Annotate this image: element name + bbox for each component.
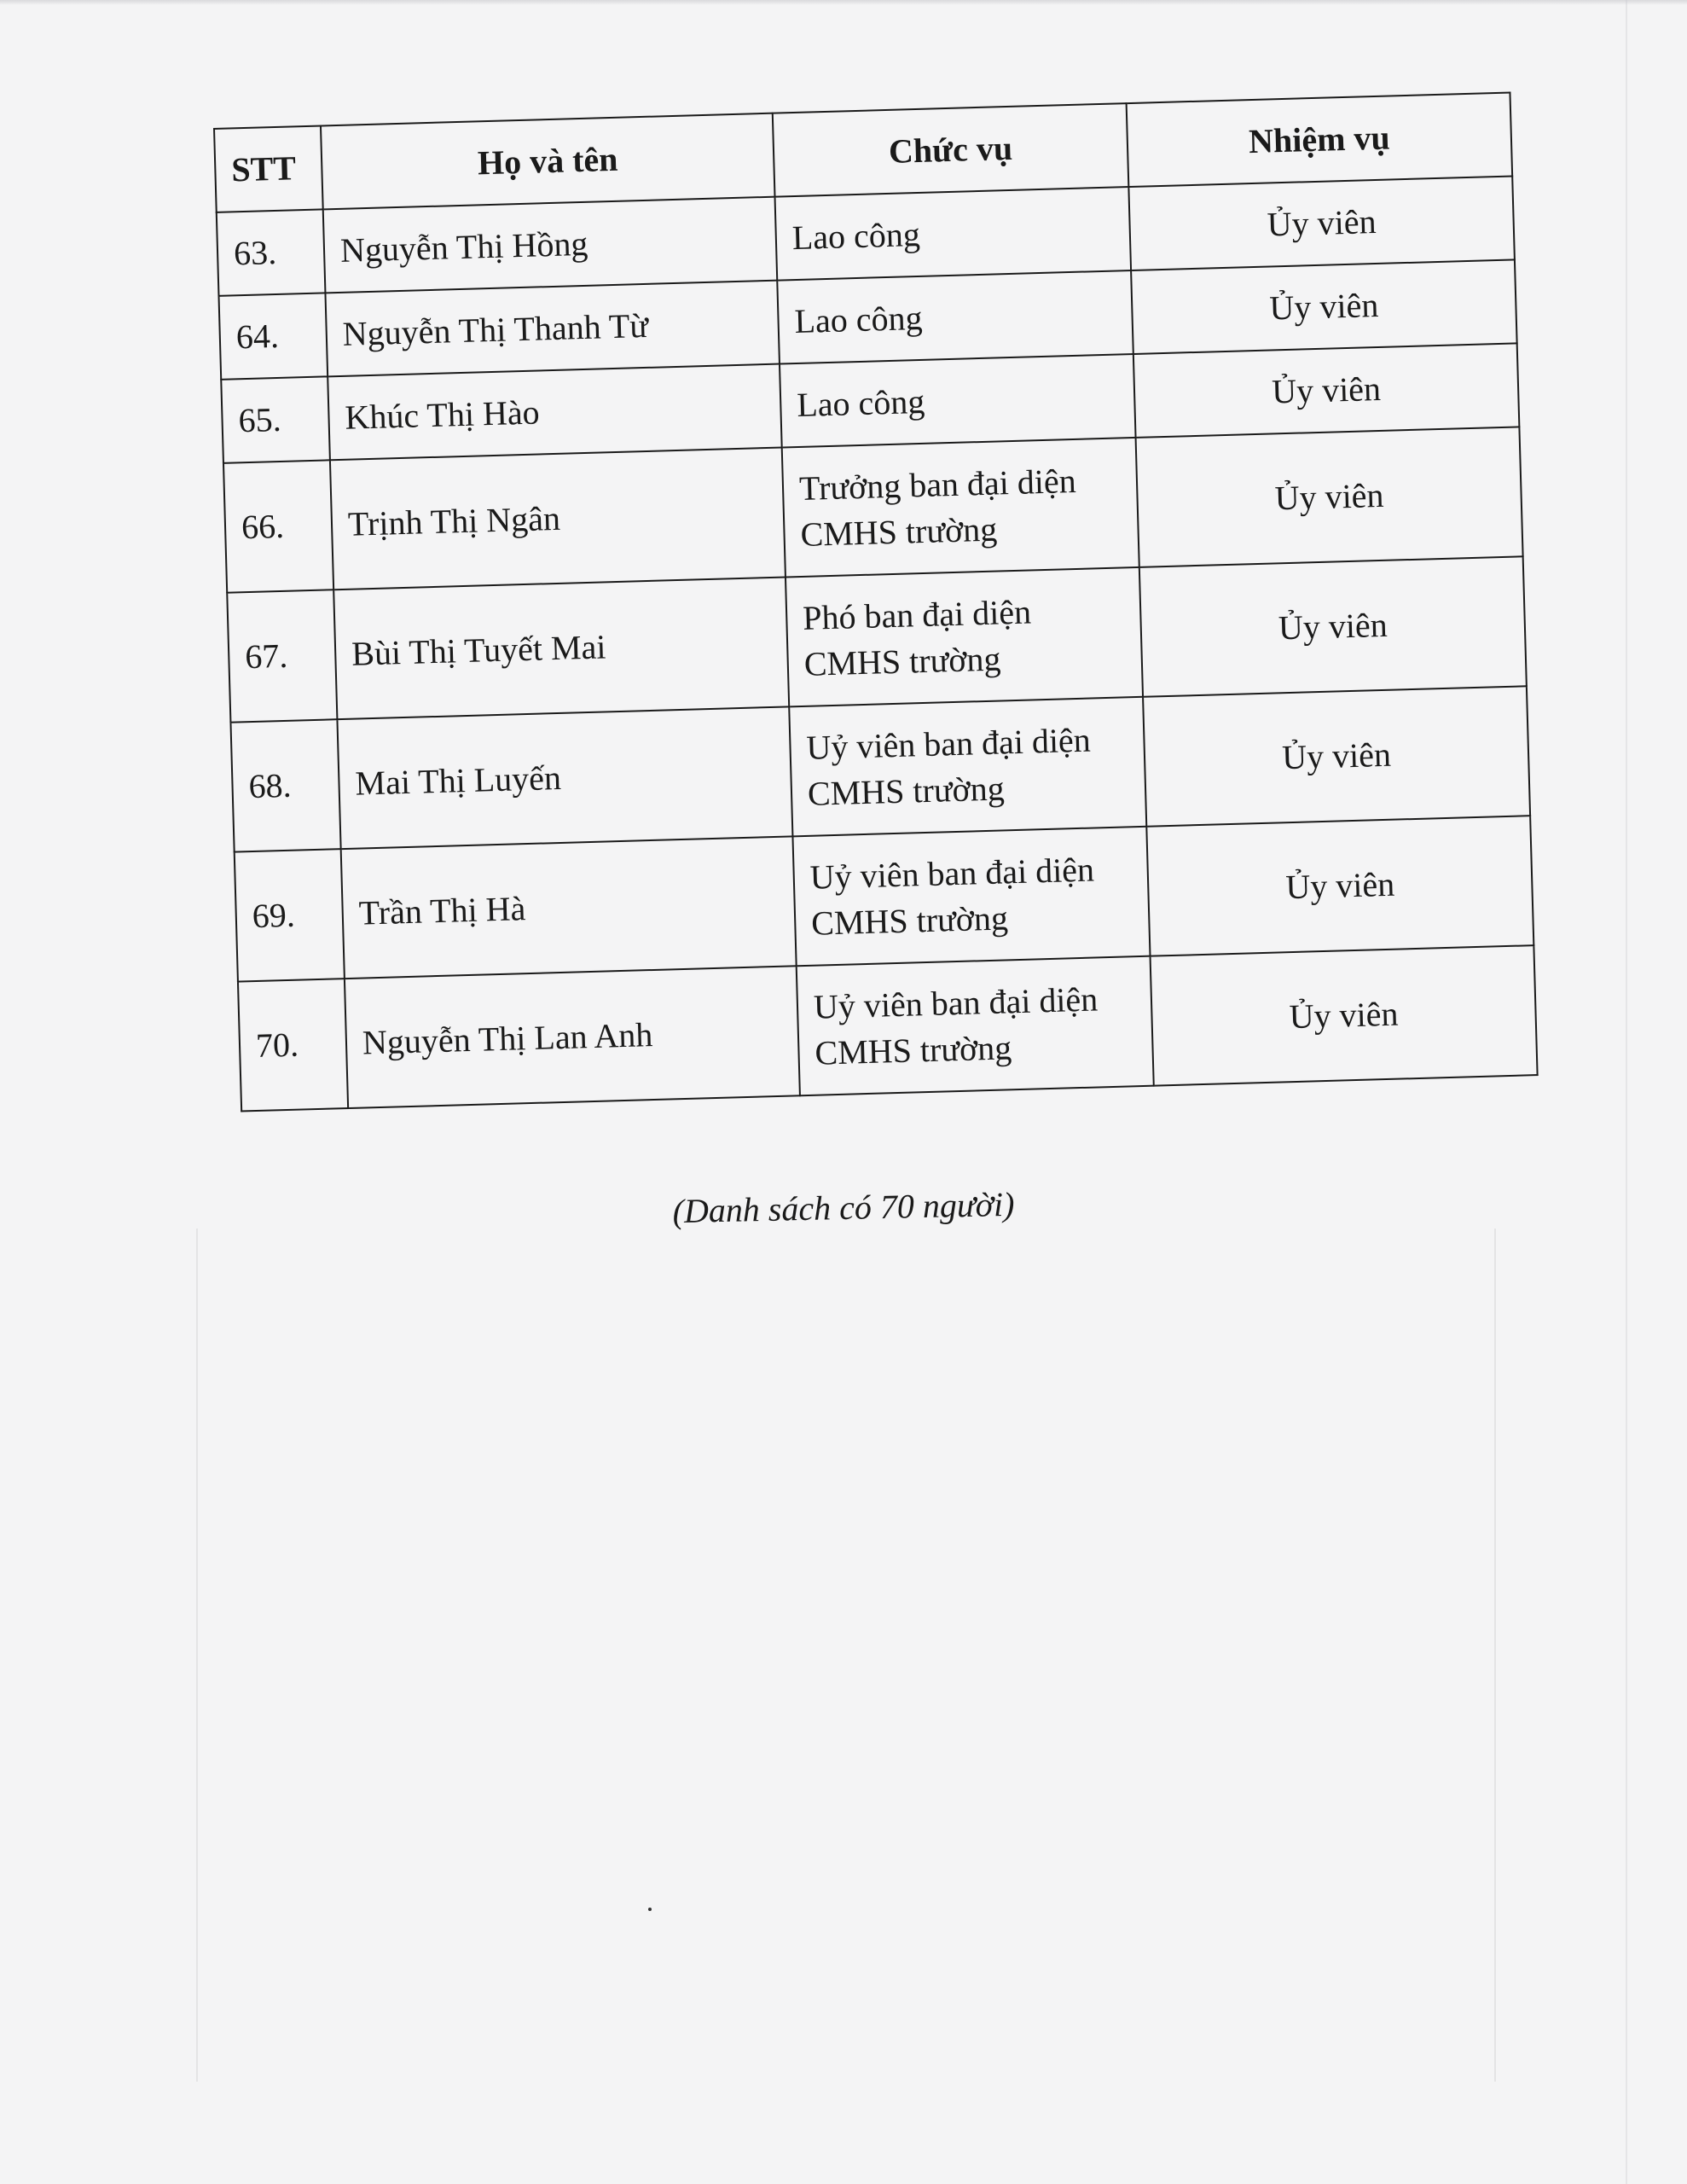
row-position: Lao công xyxy=(777,270,1133,364)
row-position: Lao công xyxy=(775,187,1132,281)
roster-table-container xyxy=(213,92,1537,1112)
row-stt: 68. xyxy=(230,719,340,851)
row-stt: 66. xyxy=(223,460,333,592)
row-duty: Ủy viên xyxy=(1136,427,1523,567)
header-name: Họ và tên xyxy=(321,113,775,210)
row-name: Bùi Thị Tuyết Mai xyxy=(333,577,789,719)
row-name: Nguyễn Thị Thanh Từ xyxy=(325,281,780,377)
row-position: Trưởng ban đại diện CMHS trường xyxy=(782,438,1139,578)
row-stt: 64. xyxy=(219,293,328,379)
row-duty: Ủy viên xyxy=(1128,176,1515,270)
row-name: Trần Thị Hà xyxy=(341,836,797,979)
scan-border xyxy=(1626,0,1627,2184)
header-stt: STT xyxy=(214,125,323,212)
row-position: Phó ban đại diện CMHS trường xyxy=(786,567,1143,707)
row-duty: Ủy viên xyxy=(1133,343,1520,438)
row-stt: 63. xyxy=(217,209,326,295)
row-duty: Ủy viên xyxy=(1146,816,1533,956)
row-duty: Ủy viên xyxy=(1131,259,1517,354)
row-position: Lao công xyxy=(780,354,1136,448)
row-duty: Ủy viên xyxy=(1151,945,1538,1086)
list-count-note: (Danh sách có 70 người) xyxy=(672,1184,1015,1231)
scan-edge xyxy=(0,0,1687,5)
scan-speck xyxy=(648,1908,652,1911)
row-stt: 67. xyxy=(227,590,337,722)
row-name: Khúc Thị Hào xyxy=(328,364,782,461)
header-position: Chức vụ xyxy=(773,103,1129,197)
header-duty: Nhiệm vụ xyxy=(1127,93,1513,188)
row-name: Nguyễn Thị Lan Anh xyxy=(345,966,800,1108)
row-stt: 70. xyxy=(238,979,348,1111)
row-duty: Ủy viên xyxy=(1143,686,1530,827)
roster-table xyxy=(213,92,1539,1112)
row-name: Trịnh Thị Ngân xyxy=(330,448,786,590)
row-stt: 65. xyxy=(221,376,330,462)
row-duty: Ủy viên xyxy=(1139,556,1527,697)
row-position: Uỷ viên ban đại diện CMHS trường xyxy=(789,697,1146,837)
row-name: Nguyễn Thị Hồng xyxy=(323,197,778,293)
row-position: Uỷ viên ban đại diện CMHS trường xyxy=(797,956,1154,1096)
show-through-ghost xyxy=(196,1228,1496,2082)
row-position: Uỷ viên ban đại diện CMHS trường xyxy=(792,827,1150,967)
row-stt: 69. xyxy=(235,849,345,981)
row-name: Mai Thị Luyến xyxy=(337,706,792,849)
